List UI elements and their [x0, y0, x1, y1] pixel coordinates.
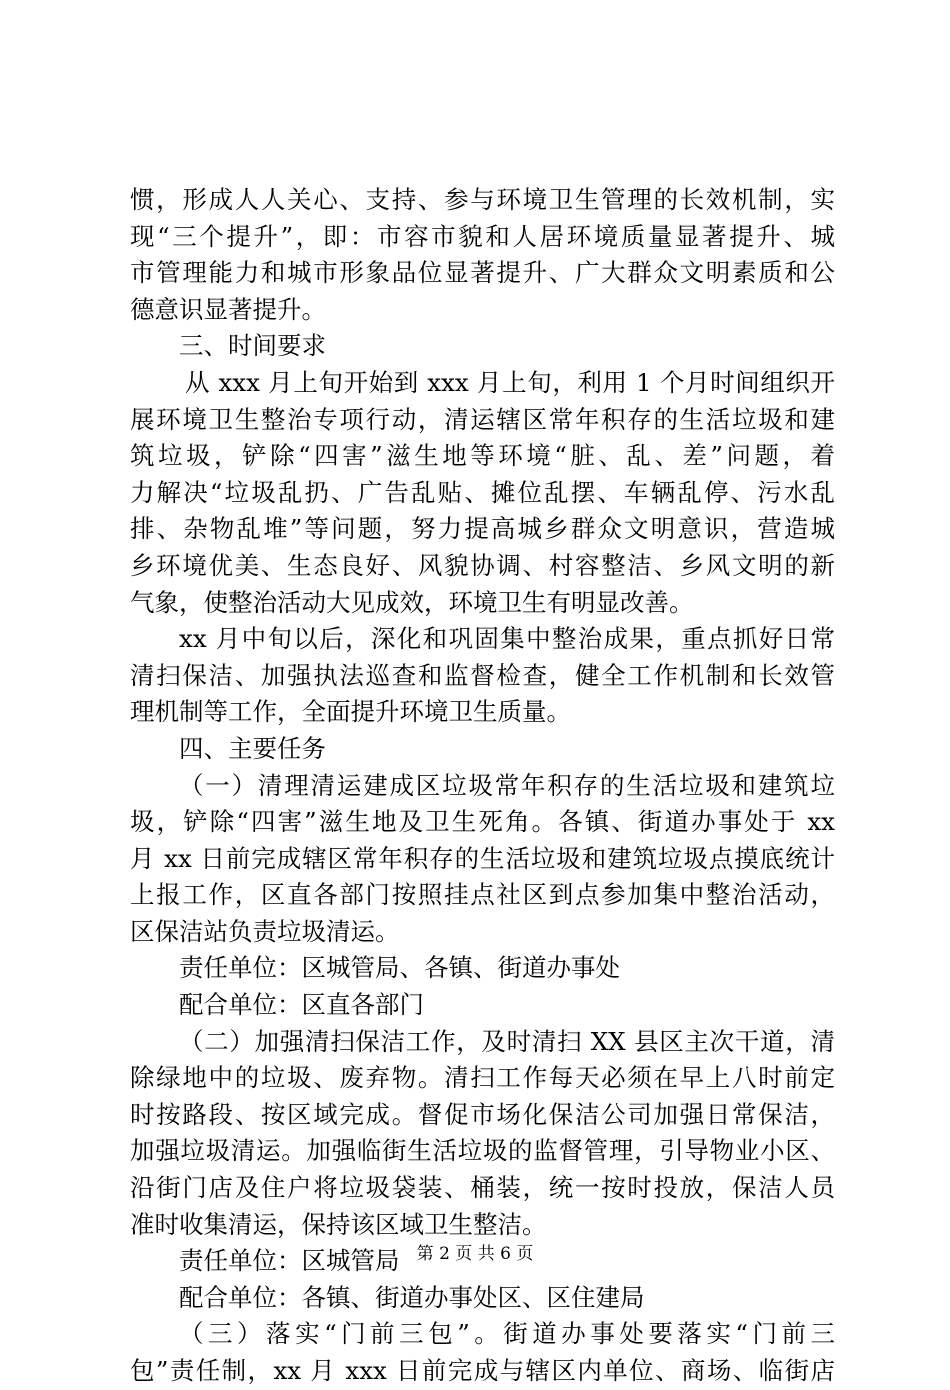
text-line: 时按路段、按区域完成。督促市场化保洁公司加强日常保洁，: [130, 1099, 835, 1129]
text-line: 德意识显著提升。: [130, 294, 326, 324]
text-line: xx 月中旬以后，深化和巩固集中整治成果，重点抓好日常: [179, 624, 835, 654]
text-line: 上报工作，区直各部门按照挂点社区到点参加集中整治活动，: [130, 880, 835, 910]
text-line: 理机制等工作，全面提升环境卫生质量。: [130, 697, 571, 727]
text-line: （一）清理清运建成区垃圾常年积存的生活垃圾和建筑垃: [179, 770, 835, 800]
text-line: 惯，形成人人关心、支持、参与环境卫生管理的长效机制，实: [130, 185, 835, 214]
text-line: 排、杂物乱堆”等问题，努力提高城乡群众文明意识，营造城: [130, 514, 835, 544]
text-line: 责任单位：区城管局: [179, 1246, 400, 1276]
text-line: 圾，铲除“四害”滋生地及卫生死角。各镇、街道办事处于 xx: [130, 807, 835, 837]
text-line: 配合单位：各镇、街道办事处区、区住建局: [179, 1282, 645, 1312]
text-line: 包”责任制，xx 月 xxx 日前完成与辖区内单位、商场、临街店: [130, 1356, 835, 1385]
text-line: 四、主要任务: [179, 733, 326, 763]
text-line: （二）加强清扫保洁工作，及时清扫 XX 县区主次干道，清: [179, 1026, 835, 1056]
text-line: 展环境卫生整治专项行动，清运辖区常年积存的生活垃圾和建: [130, 404, 835, 434]
text-line: 除绿地中的垃圾、废弃物。清扫工作每天必须在早上八时前定: [130, 1063, 835, 1093]
text-line: 气象，使整治活动大见成效，环境卫生有明显改善。: [130, 587, 694, 617]
page-footer: 第 2 页 共 6 页: [416, 1244, 534, 1264]
text-line: 月 xx 日前完成辖区常年积存的生活垃圾和建筑垃圾点摸底统计: [130, 843, 835, 873]
text-line: 清扫保洁、加强执法巡查和监督检查，健全工作机制和长效管: [130, 660, 835, 690]
text-line: 筑垃圾，铲除“四害”滋生地等环境“脏、乱、差”问题，着: [130, 441, 835, 471]
text-line: 沿街门店及住户将垃圾袋装、桶装，统一按时投放，保洁人员: [130, 1173, 835, 1203]
text-line: 责任单位：区城管局、各镇、街道办事处: [179, 953, 620, 983]
text-line: 市管理能力和城市形象品位显著提升、广大群众文明素质和公: [130, 258, 835, 288]
text-line: 力解决“垃圾乱扔、广告乱贴、摊位乱摆、车辆乱停、污水乱: [130, 477, 835, 507]
text-line: 现“三个提升”，即：市容市貌和人居环境质量显著提升、城: [130, 221, 835, 251]
document-body: [130, 182, 835, 1390]
text-line: 三、时间要求: [179, 331, 326, 361]
text-line: 加强垃圾清运。加强临街生活垃圾的监督管理，引导物业小区、: [130, 1136, 835, 1166]
text-line: 从 xxx 月上旬开始到 xxx 月上旬，利用 1 个月时间组织开: [185, 367, 835, 397]
text-line: 配合单位：区直各部门: [179, 990, 424, 1020]
text-line: （三）落实“门前三包”。街道办事处要落实“门前三: [179, 1319, 835, 1349]
text-line: 乡环境优美、生态良好、风貌协调、村容整洁、乡风文明的新: [130, 550, 835, 580]
text-line: 准时收集清运，保持该区域卫生整洁。: [130, 1209, 547, 1239]
text-line: 区保洁站负责垃圾清运。: [130, 916, 400, 946]
